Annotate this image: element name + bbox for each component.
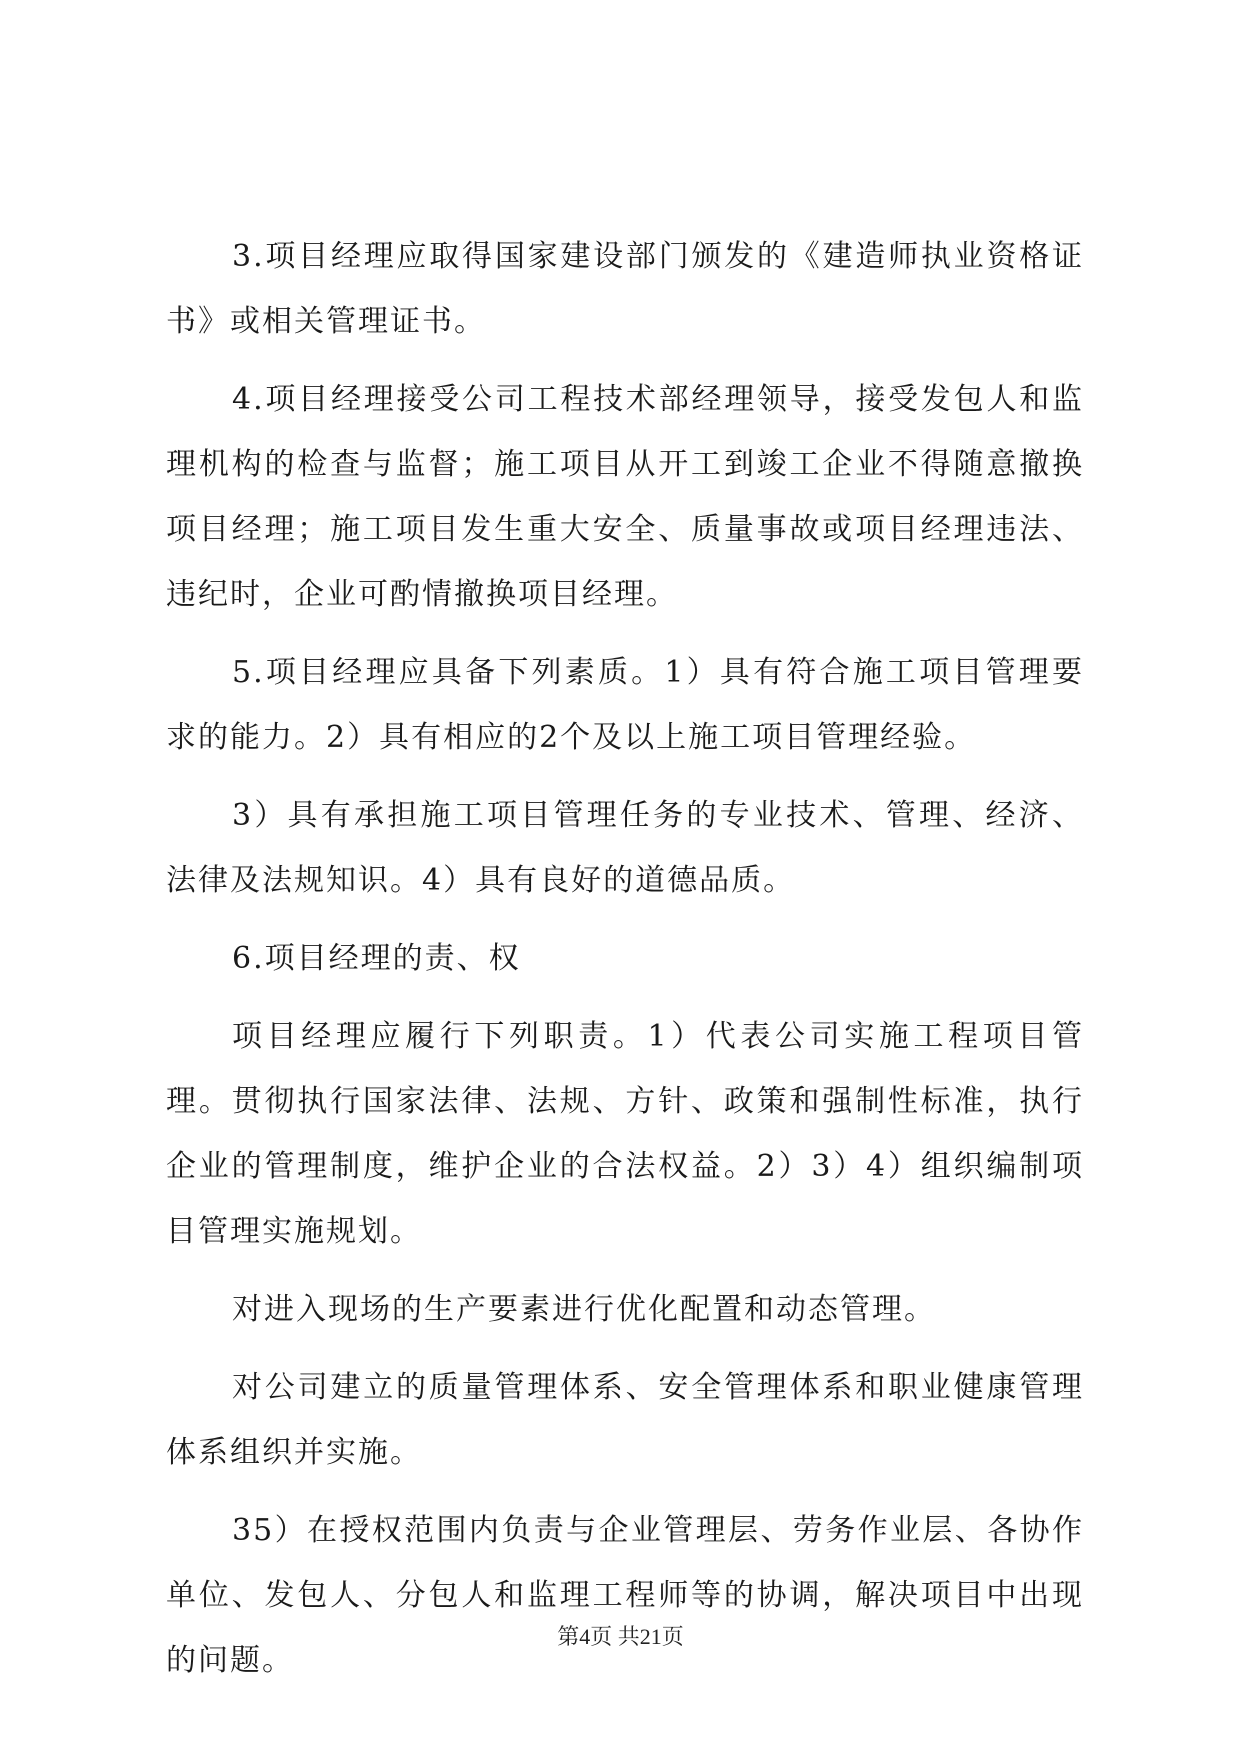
paragraph: 3）具有承担施工项目管理任务的专业技术、管理、经济、法律及法规知识。4）具有良好的道德品质。	[166, 798, 1084, 898]
page-number-footer: 第4页 共21页	[557, 1624, 684, 1649]
paragraph: 4.项目经理接受公司工程技术部经理领导，接受发包人和监理机构的检查与监督；施工项目从开工到竣工企业不得随意撤换项目经理；施工项目发生重大安全、质量事故或项目经理违法、违纪时，企业可酌情撤换项目经理。	[166, 382, 1084, 612]
paragraph: 对进入现场的生产要素进行优化配置和动态管理。	[232, 1292, 936, 1327]
paragraph: 对公司建立的质量管理体系、安全管理体系和职业健康管理体系组织并实施。	[166, 1370, 1084, 1470]
paragraph: 5.项目经理应具备下列素质。1）具有符合施工项目管理要求的能力。2）具有相应的2个及以上施工项目管理经验。	[166, 655, 1084, 755]
paragraph: 35）在授权范围内负责与企业管理层、劳务作业层、各协作单位、发包人、分包人和监理工程师等的协调，解决项目中出现的问题。	[166, 1513, 1084, 1678]
paragraph: 项目经理应履行下列职责。1）代表公司实施工程项目管理。贯彻执行国家法律、法规、方针、政策和强制性标准，执行企业的管理制度，维护企业的合法权益。2）3）4）组织编制项目管理实施规划。	[166, 1019, 1084, 1249]
paragraph: 6.项目经理的责、权	[232, 941, 521, 976]
paragraph: 3.项目经理应取得国家建设部门颁发的《建造师执业资格证书》或相关管理证书。	[166, 239, 1084, 339]
document-body	[166, 224, 1084, 1706]
